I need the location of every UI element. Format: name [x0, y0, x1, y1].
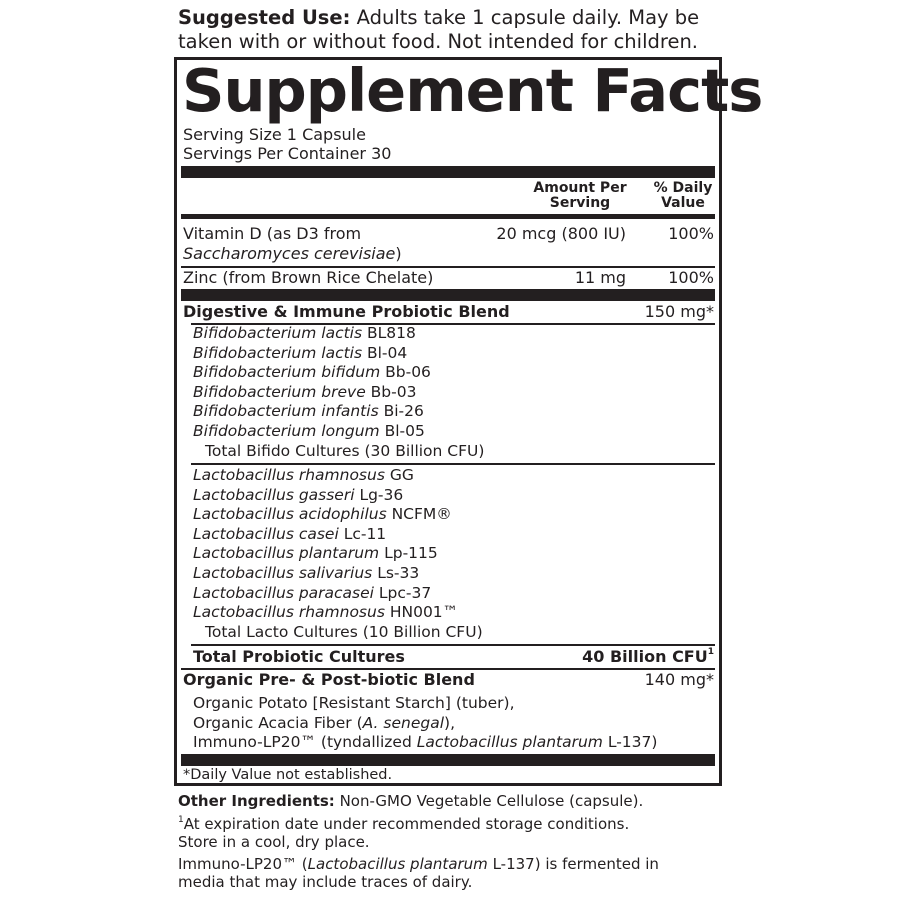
list-item: Lactobacillus acidophilus NCFM®: [193, 505, 452, 524]
probiotic-blend-name: Digestive & Immune Probiotic Blend: [183, 302, 510, 321]
dv-note: *Daily Value not established.: [183, 767, 393, 783]
list-item: Bifidobacterium bifidum Bb-06: [193, 363, 431, 382]
suggested-use: [178, 6, 738, 54]
daily-value-header: % Daily Value: [653, 180, 713, 211]
list-item: Bifidobacterium breve Bb-03: [193, 382, 417, 401]
other-ingredients-label: Other Ingredients:: [178, 792, 335, 810]
list-item: Bifidobacterium infantis Bi-26: [193, 402, 424, 421]
vitamin-d-dv: 100%: [668, 224, 714, 243]
suggested-use-label: Suggested Use:: [178, 6, 351, 29]
list-item: Lactobacillus paracasei Lpc-37: [193, 583, 432, 602]
serving-info: [183, 125, 391, 163]
vitamin-d-source: Saccharomyces cerevisiae): [183, 244, 402, 263]
panel-title: Supplement Facts: [182, 56, 763, 125]
bifido-total: Total Bifido Cultures (30 Billion CFU): [205, 441, 485, 460]
footnote-immuno: Immuno-LP20™ (Lactobacillus plantarum L-137) is fermented in media that may include traces of dairy.: [178, 855, 659, 891]
row-divider: [191, 463, 715, 465]
serving-size: Serving Size 1 Capsule: [183, 125, 366, 144]
list-item: Bifidobacterium lactis Bl-04: [193, 343, 408, 362]
thick-divider: [181, 166, 715, 178]
list-item: Bifidobacterium longum Bl-05: [193, 421, 425, 440]
amount-per-serving-header: Amount Per Serving: [533, 180, 627, 211]
medium-divider: [181, 214, 715, 219]
list-item: Immuno-LP20™ (tyndallized Lactobacillus plantarum L-137): [193, 733, 658, 752]
other-ingredients: [178, 792, 738, 810]
total-cultures-amount: 40 Billion CFU$^1$: [582, 647, 714, 666]
probiotic-blend-amount: 150 mg*: [644, 302, 714, 321]
lacto-list: [193, 466, 483, 642]
row-divider: [191, 644, 715, 646]
zinc-dv: 100%: [668, 268, 714, 287]
other-ingredients-text: Non-GMO Vegetable Cellulose (capsule).: [334, 792, 644, 810]
list-item: Lactobacillus rhamnosus GG: [193, 466, 414, 484]
supplement-facts-panel: [174, 56, 763, 786]
prebiotic-blend-name: Organic Pre- & Post-biotic Blend: [183, 670, 475, 689]
bifido-list: [193, 324, 484, 461]
list-item: Organic Potato [Resistant Starch] (tuber),: [193, 694, 515, 712]
list-item: Lactobacillus casei Lc-11: [193, 524, 387, 543]
footnote-expiration: $^1$At expiration date under recommended storage conditions. Store in a cool, dry place.: [178, 815, 630, 851]
suggested-use-text: Adults take 1 capsule daily. May be taken with or without food. Not intended for children.: [178, 6, 700, 53]
zinc-name: Zinc (from Brown Rice Chelate): [183, 268, 434, 287]
thick-divider: [181, 289, 715, 301]
list-item: Lactobacillus rhamnosus HN001™: [193, 603, 459, 622]
prebiotic-blend-amount: 140 mg*: [644, 670, 714, 689]
list-item: Bifidobacterium lactis BL818: [193, 324, 416, 342]
vitamin-d-amount: 20 mcg (800 IU): [496, 224, 626, 243]
prebiotic-ingredients: [193, 694, 657, 753]
list-item: Lactobacillus salivarius Ls-33: [193, 563, 420, 582]
list-item: Organic Acacia Fiber (A. senegal),: [193, 713, 455, 732]
thick-divider: [181, 754, 715, 766]
list-item: Lactobacillus gasseri Lg-36: [193, 485, 404, 504]
vitamin-d-name: Vitamin D (as D3 from: [183, 224, 362, 243]
lacto-total: Total Lacto Cultures (10 Billion CFU): [205, 622, 483, 641]
list-item: Lactobacillus plantarum Lp-115: [193, 544, 438, 563]
servings-per-container: Servings Per Container 30: [183, 144, 392, 163]
zinc-amount: 11 mg: [574, 268, 626, 287]
total-cultures-name: Total Probiotic Cultures: [193, 647, 405, 666]
